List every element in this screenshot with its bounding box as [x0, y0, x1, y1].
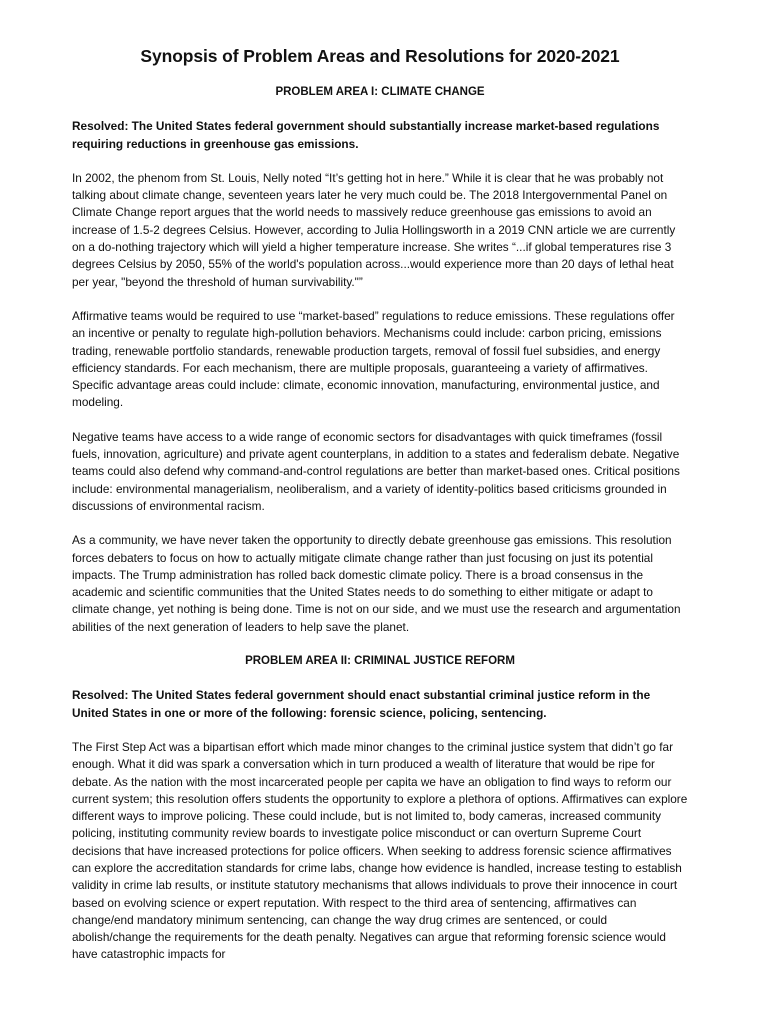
- resolution-statement: Resolved: The United States federal government should substantially increase market-based regulations requiring reductions in greenhouse gas emissions.: [72, 119, 660, 151]
- body-paragraph: In 2002, the phenom from St. Louis, Nelly noted “It’s getting hot in here.” While it is clear that he was probably not talking about climate change, seventeen years later he very much could be. The 2018 Intergovernmental Panel on Climate Change report argues that the world needs to massively reduce greenhouse gas emissions to avoid an increase of 1.5-2 degrees Celsius. However, according to Julia Hollingsworth in a 2019 CNN article we are currently on a do-nothing trajectory which will yield a higher temperature increase. She writes “...if global temperatures rise 3 degrees Celsius by 2050, 55% of the world's population across...would experience more than 20 days of lethal heat per year, "beyond the threshold of human survivability."”: [72, 170, 676, 289]
- problem-area-climate-change: [72, 84, 688, 636]
- body-paragraph: Affirmative teams would be required to use “market-based” regulations to reduce emissions. These regulations offer an incentive or penalty to regulate high-pollution behaviors. Mechanisms could include: carbon pricing, emissions trading, renewable portfolio standards, renewable production targets, removal of fossil fuel subsidies, and energy efficiency standards. For each mechanism, there are multiple proposals, guaranteeing a variety of affirmatives. Specific advantage areas could include: climate, economic innovation, manufacturing, environmental justice, and modeling.: [72, 308, 675, 410]
- section-heading: PROBLEM AREA I: CLIMATE CHANGE: [275, 86, 485, 98]
- body-paragraph: Negative teams have access to a wide range of economic sectors for disadvantages with quick timeframes (fossil fuels, innovation, agriculture) and private agent counterplans, in addition to a states and federalism debate. Negative teams could also defend why command-and-control regulations are better than market-based ones. Critical positions include: environmental managerialism, neoliberalism, and a variety of identity-politics based criticisms grounded in discussions of environmental racism.: [72, 429, 680, 513]
- resolution-statement: Resolved: The United States federal government should enact substantial criminal justice reform in the United States in one or more of the following: forensic science, policing, sentencing.: [72, 688, 651, 720]
- body-paragraph: As a community, we have never taken the opportunity to directly debate greenhouse gas emissions. This resolution forces debaters to focus on how to actually mitigate climate change rather than just focusing on just its potential impacts. The Trump administration has rolled back domestic climate policy. There is a broad consensus in the academic and scientific communities that the United States needs to do something to either mitigate or adapt to climate change, yet nothing is being done. Time is not on our side, and we must use the research and argumentation abilities of the next generation of leaders to help save the planet.: [72, 533, 681, 634]
- section-heading: PROBLEM AREA II: CRIMINAL JUSTICE REFORM: [245, 655, 515, 668]
- body-paragraph: The First Step Act was a bipartisan effort which made minor changes to the criminal justice system that didn’t go far enough. What it did was spark a conversation which in turn produced a wealth of literature that would be ripe for debate. As the nation with the most incarcerated people per capita we have an obligation to find ways to reform our current system; this resolution offers students the opportunity to explore a plethora of options. Affirmatives can explore different ways to improve policing. These could include, but is not limited to, body cameras, increased community policing, instituting community review boards to investigate police misconduct or can overturn Supreme Court decisions that have increased protections for police officers. When seeking to address forensic science affirmatives can explore the accreditation standards for crime labs, change how evidence is handled, increase testing to establish validity in crime lab results, or institute statutory mechanisms that allows individuals to prove their innocence in court based on evolving science or expert reputation. With respect to the third area of sentencing, affirmatives can change/end mandatory minimum sentencing, can change the way drug crimes are sentenced, or could abolish/change the requirements for the death penalty. Negatives can argue that reforming forensic science would have catastrophic impacts for: [72, 739, 688, 962]
- document-title: Synopsis of Problem Areas and Resolutions for 2020-2021: [140, 46, 620, 66]
- problem-area-criminal-justice-reform: [72, 653, 688, 964]
